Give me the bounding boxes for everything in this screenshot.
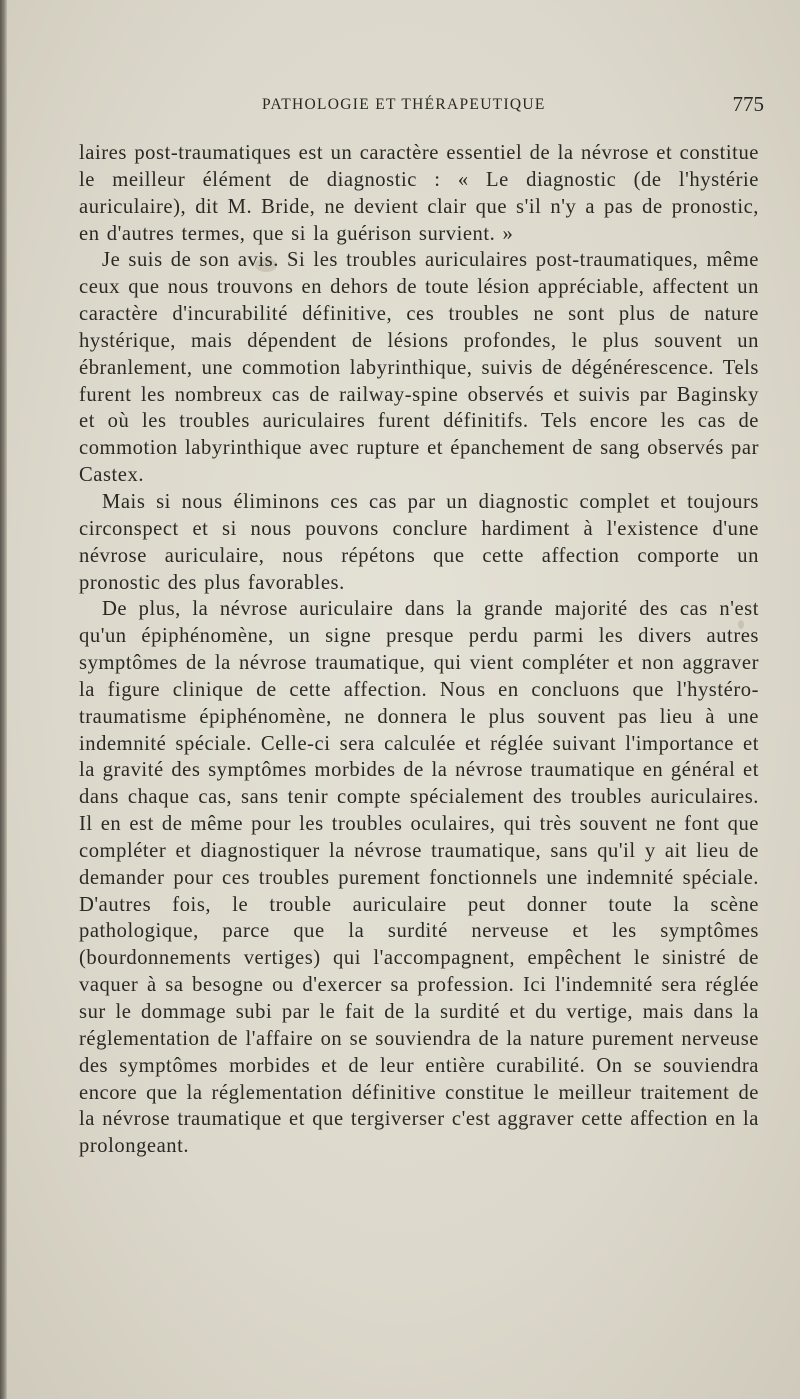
paragraph-continuation: laires post-traumatiques est un caractère essentiel de la névrose et constitue le meilleur élément de diagnostic : « Le diagnostic (de l'hystérie auriculaire), dit M. Bride, ne devient clair que s'il n'y a pas de pronostic, en d'autres termes, que si la guérison survient. » <box>79 142 759 245</box>
body-text <box>79 140 759 1160</box>
running-title: PATHOLOGIE ET THÉRAPEUTIQUE <box>262 96 546 113</box>
page-number: 775 <box>732 92 764 116</box>
paragraph: Mais si nous éliminons ces cas par un diagnostic complet et toujours circonspect et si nous pouvons conclure hardiment à l'existence d'une névrose auriculaire, nous répétons que cette affection comporte un pronostic des plus favorables. <box>79 490 759 594</box>
binding-edge <box>0 0 7 1399</box>
page-header <box>80 92 770 122</box>
paragraph: De plus, la névrose auriculaire dans la grande majorité des cas n'est qu'un épiphénomène, un signe presque perdu parmi les divers autres symptômes de la névrose traumatique, qui vient compléter et non aggraver la figure clinique de cette affection. Nous en concluons que l'hystéro-traumatisme épiphénomène, ne donnera le plus souvent pas lieu à une indemnité spéciale. Celle-ci sera calculée et réglée suivant l'importance et la gravité des symptômes morbides de la névrose traumatique en général et dans chaque cas, sans tenir compte spécialement des troubles auriculaires. Il en est de même pour les troubles oculaires, qui très souvent ne font que compléter et diagnostiquer la névrose traumatique, sans qu'il y ait lieu de demander pour ces troubles purement fonctionnels une indemnité spéciale. D'autres fois, le trouble auriculaire peut donner toute la scène pathologique, parce que la surdité nerveuse et les symptômes (bourdonnements vertiges) qui l'accompagnent, empêchent le sinistré de vaquer à sa besogne ou d'exercer sa profession. Ici l'indemnité sera réglée sur le dommage subi par le fait de la surdité et du vertige, mais dans la réglementation de l'affaire on se souviendra de la nature purement nerveuse des symptômes morbides et de leur entière curabilité. On se souviendra encore que la réglementation définitive constitue le meilleur traitement de la névrose traumatique et que tergiverser c'est aggraver cette affection en la prolongeant. <box>79 598 759 1158</box>
paragraph: Je suis de son avis. Si les troubles auriculaires post-traumatiques, même ceux que nous trouvons en dehors de toute lésion appréciable, affectent un caractère d'incurabilité définitive, ces troubles ne sont plus de nature hystérique, mais dépendent de lésions profondes, le plus souvent un ébranlement, une commotion labyrinthique, suivis de dégénérescence. Tels furent les nombreux cas de railway-spine observés et suivis par Baginsky et où les troubles auriculaires furent définitifs. Tels encore les cas de commotion labyrinthique avec rupture et épanchement de sang observés par Castex. <box>79 249 759 487</box>
